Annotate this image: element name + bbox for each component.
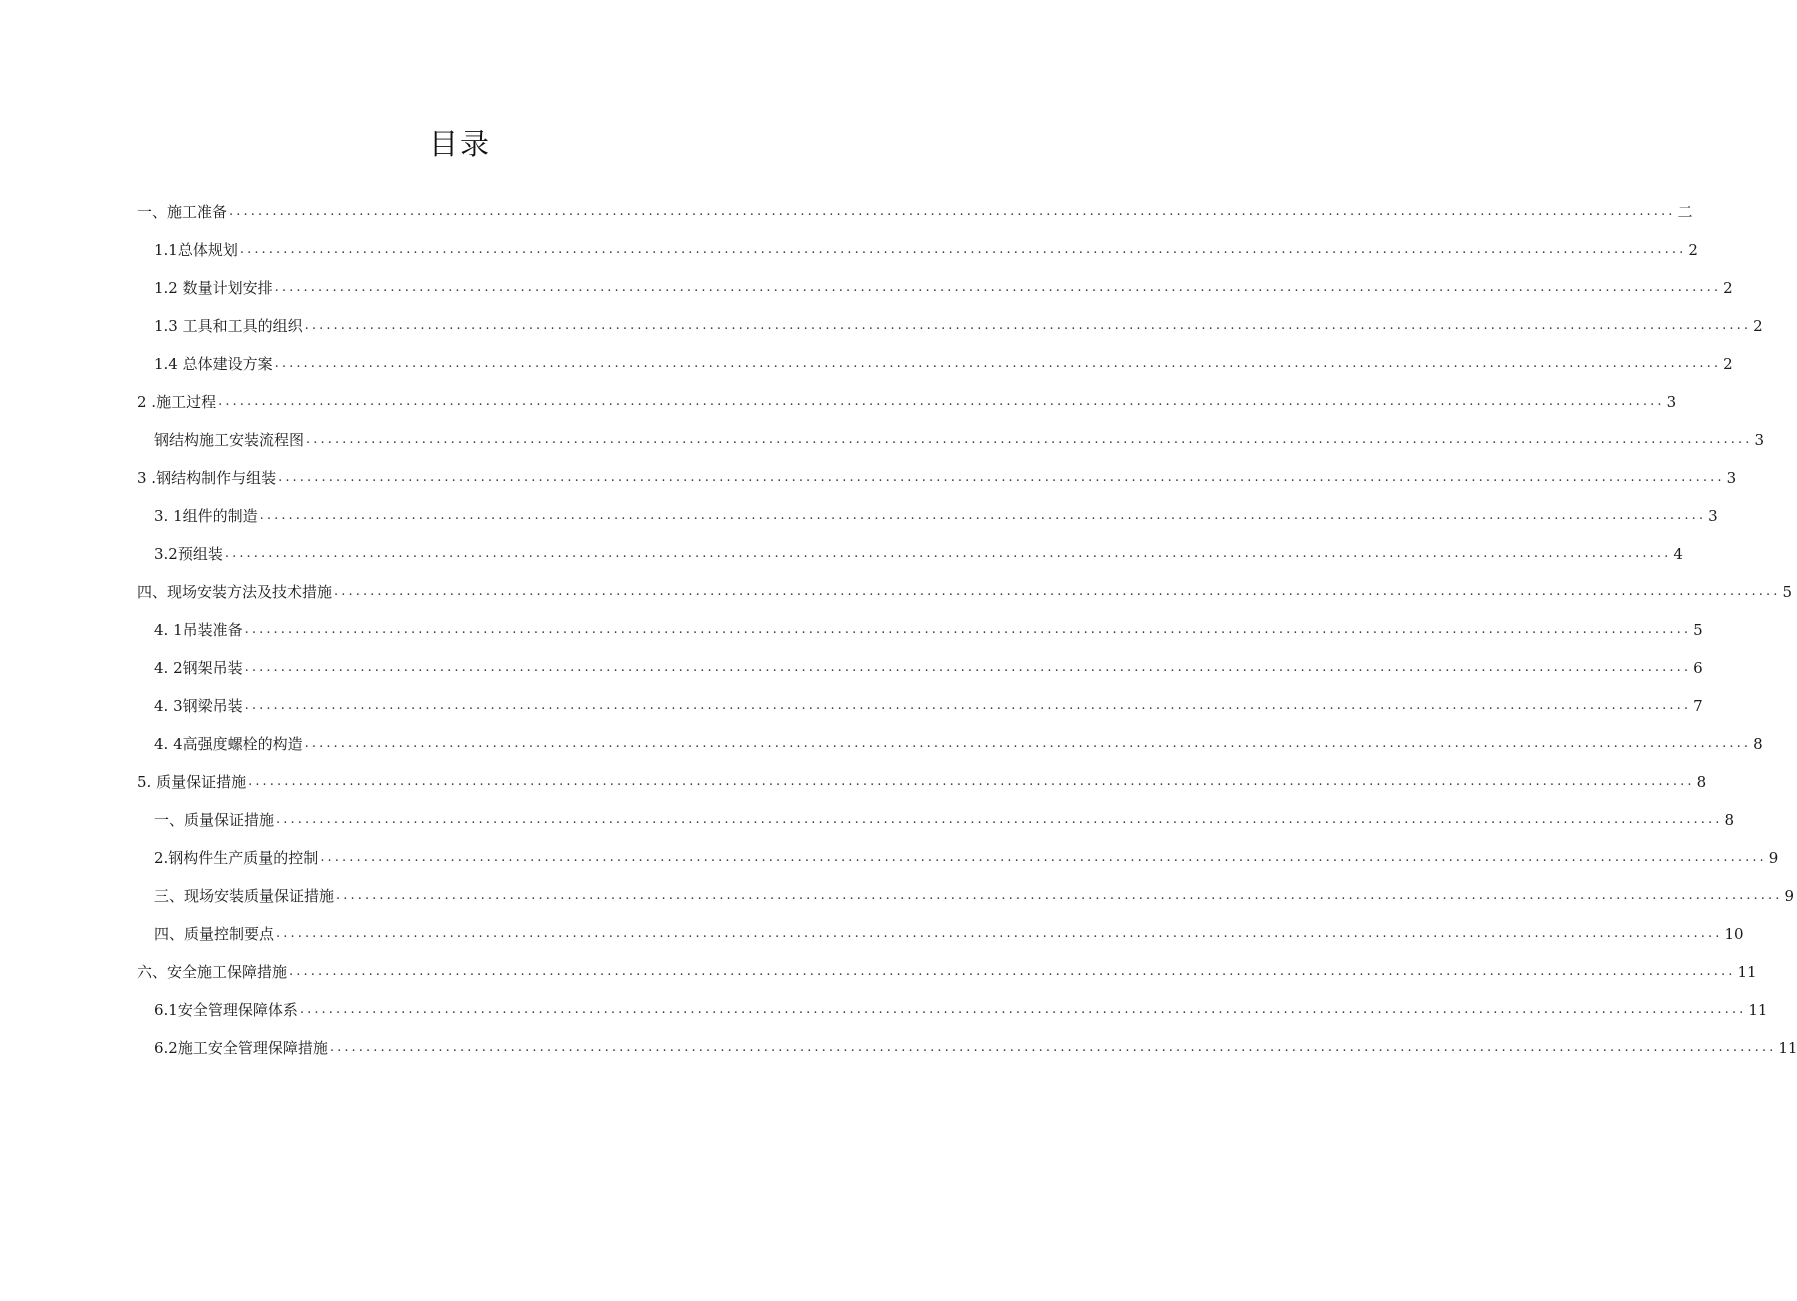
toc-entry-row (154, 431, 1765, 449)
toc-entry-label: 六、安全施工保障措施 (137, 963, 288, 981)
toc-dot-leader: ........................................................................................................................................................................................................ (334, 584, 1781, 599)
toc-dot-leader: ........................................................................................................................................................................................................ (244, 698, 1692, 713)
toc-entry-page-number: 2 (1688, 241, 1698, 259)
toc-entry-label: 5. 质量保证措施 (137, 773, 247, 791)
toc-entry-row (137, 393, 1677, 411)
toc-entry-label: 2.钢构件生产质量的控制 (154, 849, 319, 867)
toc-entry-row (154, 925, 1744, 943)
toc-entry-page-number: 2 (1723, 279, 1733, 297)
toc-entry-label: 4. 4高强度螺栓的构造 (154, 735, 303, 753)
toc-entry-label: 3 .钢结构制作与组装 (137, 469, 277, 487)
toc-entry-row (137, 583, 1793, 601)
toc-entry[interactable] (0, 344, 1733, 382)
toc-entry-label: 6.2施工安全管理保障措施 (154, 1039, 328, 1057)
toc-entry-page-number: 二 (1677, 203, 1693, 221)
toc-entry-row (154, 355, 1733, 373)
toc-entry-page-number: 7 (1693, 697, 1703, 715)
toc-entry[interactable] (0, 876, 1795, 914)
toc-entry-page-number: 2 (1753, 317, 1763, 335)
toc-entry-row (154, 735, 1763, 753)
toc-entry-page-number: 5 (1693, 621, 1703, 639)
toc-dot-leader: ........................................................................................................................................................................................................ (336, 888, 1783, 903)
toc-entry-label: 4. 2钢架吊装 (154, 659, 243, 677)
toc-entry[interactable] (0, 686, 1703, 724)
toc-entry[interactable] (0, 382, 1677, 420)
toc-entry[interactable] (0, 800, 1735, 838)
toc-entry-row (154, 279, 1733, 297)
toc-entry-label: 一、施工准备 (137, 203, 228, 221)
toc-dot-leader: ........................................................................................................................................................................................................ (274, 356, 1722, 371)
page-title: 目录 (428, 127, 491, 161)
toc-entry-page-number: 2 (1723, 355, 1733, 373)
toc-dot-leader: ........................................................................................................................................................................................................ (218, 394, 1665, 409)
toc-entry[interactable] (0, 306, 1763, 344)
toc-entry-label: 三、现场安装质量保证措施 (154, 887, 335, 905)
toc-dot-leader: ........................................................................................................................................................................................................ (239, 242, 1687, 257)
table-of-contents (0, 192, 1797, 1066)
toc-dot-leader: ........................................................................................................................................................................................................ (244, 622, 1692, 637)
toc-entry-row (154, 1039, 1797, 1057)
toc-dot-leader: ........................................................................................................................................................................................................ (244, 660, 1692, 675)
toc-entry-page-number: 6 (1693, 659, 1703, 677)
toc-entry-label: 3. 1组件的制造 (154, 507, 258, 525)
toc-entry-row (154, 241, 1698, 259)
toc-dot-leader: ........................................................................................................................................................................................................ (299, 1002, 1747, 1017)
toc-dot-leader: ........................................................................................................................................................................................................ (276, 812, 1723, 827)
toc-dot-leader: ........................................................................................................................................................................................................ (259, 508, 1707, 523)
toc-entry[interactable] (0, 762, 1707, 800)
toc-entry-page-number: 3 (1708, 507, 1718, 525)
toc-dot-leader: ........................................................................................................................................................................................................ (306, 432, 1753, 447)
toc-entry-page-number: 9 (1768, 849, 1779, 867)
toc-entry-page-number: 9 (1784, 887, 1795, 905)
toc-entry-page-number: 11 (1778, 1039, 1797, 1057)
toc-entry[interactable] (0, 230, 1698, 268)
toc-entry-page-number: 8 (1753, 735, 1763, 753)
toc-entry[interactable] (0, 496, 1718, 534)
toc-entry-row (154, 317, 1763, 335)
toc-entry-label: 1.2 数量计划安排 (154, 279, 273, 297)
toc-entry-label: 1.4 总体建设方案 (154, 355, 273, 373)
toc-entry[interactable] (0, 838, 1779, 876)
toc-entry-label: 2 .施工过程 (137, 393, 217, 411)
toc-entry-page-number: 3 (1754, 431, 1765, 449)
toc-dot-leader: ........................................................................................................................................................................................................ (304, 736, 1752, 751)
toc-entry-label: 钢结构施工安装流程图 (154, 431, 305, 449)
toc-entry-page-number: 8 (1696, 773, 1707, 791)
toc-entry-row (154, 545, 1683, 563)
toc-entry-page-number: 5 (1782, 583, 1793, 601)
toc-entry[interactable] (0, 1028, 1797, 1066)
toc-dot-leader: ........................................................................................................................................................................................................ (274, 280, 1722, 295)
toc-entry[interactable] (0, 420, 1765, 458)
toc-entry-row (154, 697, 1703, 715)
toc-entry-label: 3.2预组装 (154, 545, 223, 563)
toc-entry[interactable] (0, 990, 1768, 1028)
toc-dot-leader: ........................................................................................................................................................................................................ (278, 470, 1725, 485)
toc-entry-page-number: 8 (1724, 811, 1735, 829)
toc-entry[interactable] (0, 458, 1737, 496)
toc-dot-leader: ........................................................................................................................................................................................................ (276, 926, 1723, 941)
toc-entry-row (154, 811, 1735, 829)
toc-entry-page-number: 11 (1737, 963, 1757, 981)
toc-entry[interactable] (0, 952, 1757, 990)
toc-dot-leader: ........................................................................................................................................................................................................ (229, 204, 1676, 219)
toc-entry-row (154, 887, 1795, 905)
toc-entry[interactable] (0, 648, 1703, 686)
toc-entry-row (154, 1001, 1768, 1019)
toc-entry-row (137, 773, 1707, 791)
toc-entry-page-number: 3 (1726, 469, 1737, 487)
toc-entry[interactable] (0, 572, 1793, 610)
toc-entry-label: 6.1安全管理保障体系 (154, 1001, 298, 1019)
toc-entry-page-number: 11 (1748, 1001, 1768, 1019)
toc-entry-row (154, 849, 1779, 867)
toc-entry-row (137, 469, 1737, 487)
toc-entry-label: 四、质量控制要点 (154, 925, 275, 943)
toc-dot-leader: ........................................................................................................................................................................................................ (289, 964, 1736, 979)
toc-entry-label: 1.3 工具和工具的组织 (154, 317, 303, 335)
toc-entry[interactable] (0, 534, 1683, 572)
toc-entry-row (154, 621, 1703, 639)
toc-entry-label: 4. 3钢梁吊装 (154, 697, 243, 715)
toc-dot-leader: ........................................................................................................................................................................................................ (304, 318, 1752, 333)
toc-entry-row (137, 203, 1693, 221)
toc-dot-leader: ........................................................................................................................................................................................................ (329, 1040, 1777, 1055)
toc-entry[interactable] (0, 914, 1744, 952)
toc-dot-leader: ........................................................................................................................................................................................................ (224, 546, 1672, 561)
toc-entry-page-number: 3 (1666, 393, 1677, 411)
toc-entry-row (154, 659, 1703, 677)
toc-entry[interactable] (0, 192, 1693, 230)
toc-entry-label: 一、质量保证措施 (154, 811, 275, 829)
toc-entry-label: 4. 1吊装准备 (154, 621, 243, 639)
toc-entry-page-number: 4 (1673, 545, 1683, 563)
toc-dot-leader: ........................................................................................................................................................................................................ (248, 774, 1695, 789)
toc-entry-row (154, 507, 1718, 525)
toc-entry-label: 四、现场安装方法及技术措施 (137, 583, 333, 601)
toc-entry-label: 1.1总体规划 (154, 241, 238, 259)
toc-entry[interactable] (0, 268, 1733, 306)
toc-entry-row (137, 963, 1757, 981)
toc-entry[interactable] (0, 724, 1763, 762)
toc-dot-leader: ........................................................................................................................................................................................................ (320, 850, 1767, 865)
toc-entry-page-number: 10 (1724, 925, 1744, 943)
toc-entry[interactable] (0, 610, 1703, 648)
